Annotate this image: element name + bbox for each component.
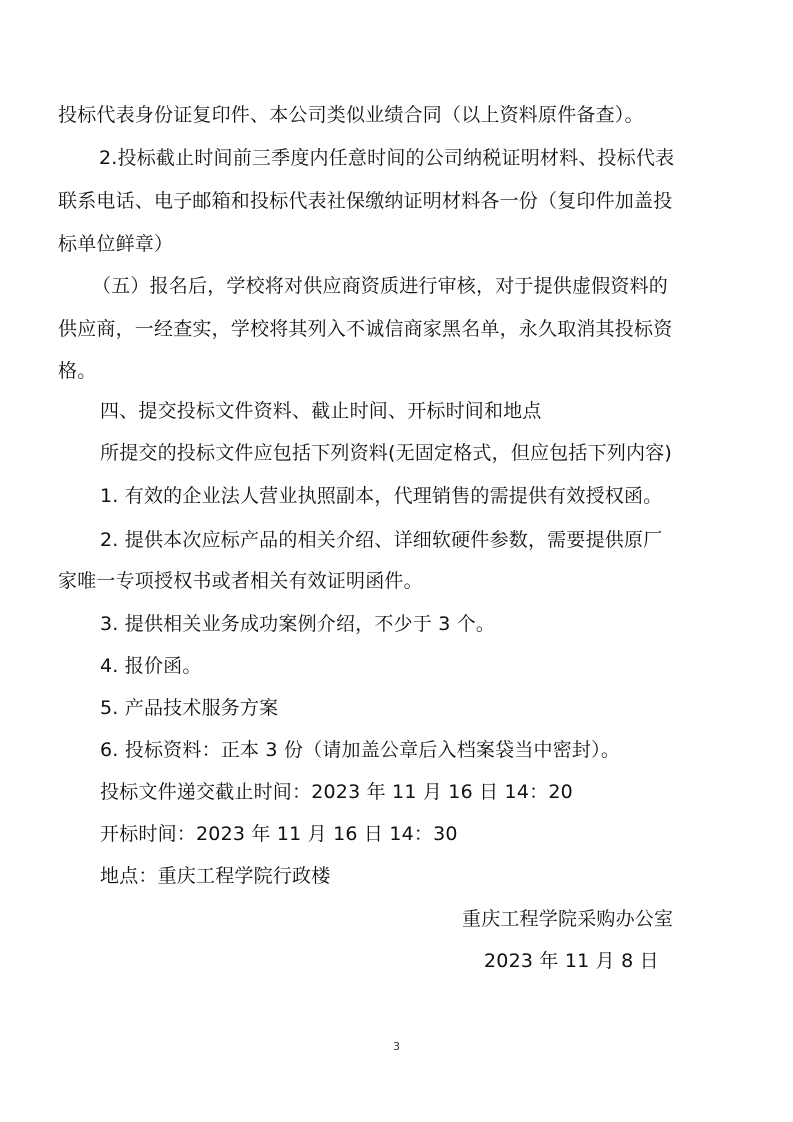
- text-line: 所提交的投标文件应包括下列资料(无固定格式，但应包括下列内容): [100, 442, 673, 464]
- list-item: 1. 有效的企业法人营业执照副本，代理销售的需提供有效授权函。: [100, 485, 663, 507]
- text-line: 家唯一专项授权书或者相关有效证明函件。: [58, 570, 423, 592]
- list-item: 6. 投标资料：正本 3 份（请加盖公章后入档案袋当中密封）。: [100, 739, 621, 761]
- opening-time-line: 开标时间：2023 年 11 月 16 日 14：30: [100, 823, 458, 845]
- list-item: 4. 报价函。: [100, 655, 202, 677]
- text-line: 2.投标截止时间前三季度内任意时间的公司纳税证明材料、投标代表: [99, 147, 675, 169]
- list-item: 2. 提供本次应标产品的相关介绍、详细软硬件参数，需要提供原厂: [100, 529, 663, 551]
- text-line: 投标代表身份证复印件、本公司类似业绩合同（以上资料原件备查）。: [58, 104, 644, 126]
- list-item: 3. 提供相关业务成功案例介绍，不少于 3 个。: [100, 613, 496, 635]
- text-line: 供应商，一经查实，学校将其列入不诚信商家黑名单，永久取消其投标资: [58, 318, 673, 340]
- page-number: 3: [393, 1040, 400, 1053]
- text-line: 标单位鲜章）: [58, 233, 174, 255]
- signature-office: 重庆工程学院采购办公室: [462, 908, 674, 930]
- location-line: 地点：重庆工程学院行政楼: [100, 865, 331, 887]
- text-line: （五）报名后，学校将对供应商资质进行审核，对于提供虚假资料的: [92, 275, 669, 297]
- text-line: 格。: [58, 360, 97, 382]
- deadline-line: 投标文件递交截止时间：2023 年 11 月 16 日 14：20: [100, 781, 573, 803]
- signature-date: 2023 年 11 月 8 日: [484, 950, 659, 972]
- text-line: 联系电话、电子邮箱和投标代表社保缴纳证明材料各一份（复印件加盖投: [58, 190, 673, 212]
- section-heading: 四、提交投标文件资料、截止时间、开标时间和地点: [100, 400, 542, 422]
- list-item: 5. 产品技术服务方案: [100, 697, 279, 719]
